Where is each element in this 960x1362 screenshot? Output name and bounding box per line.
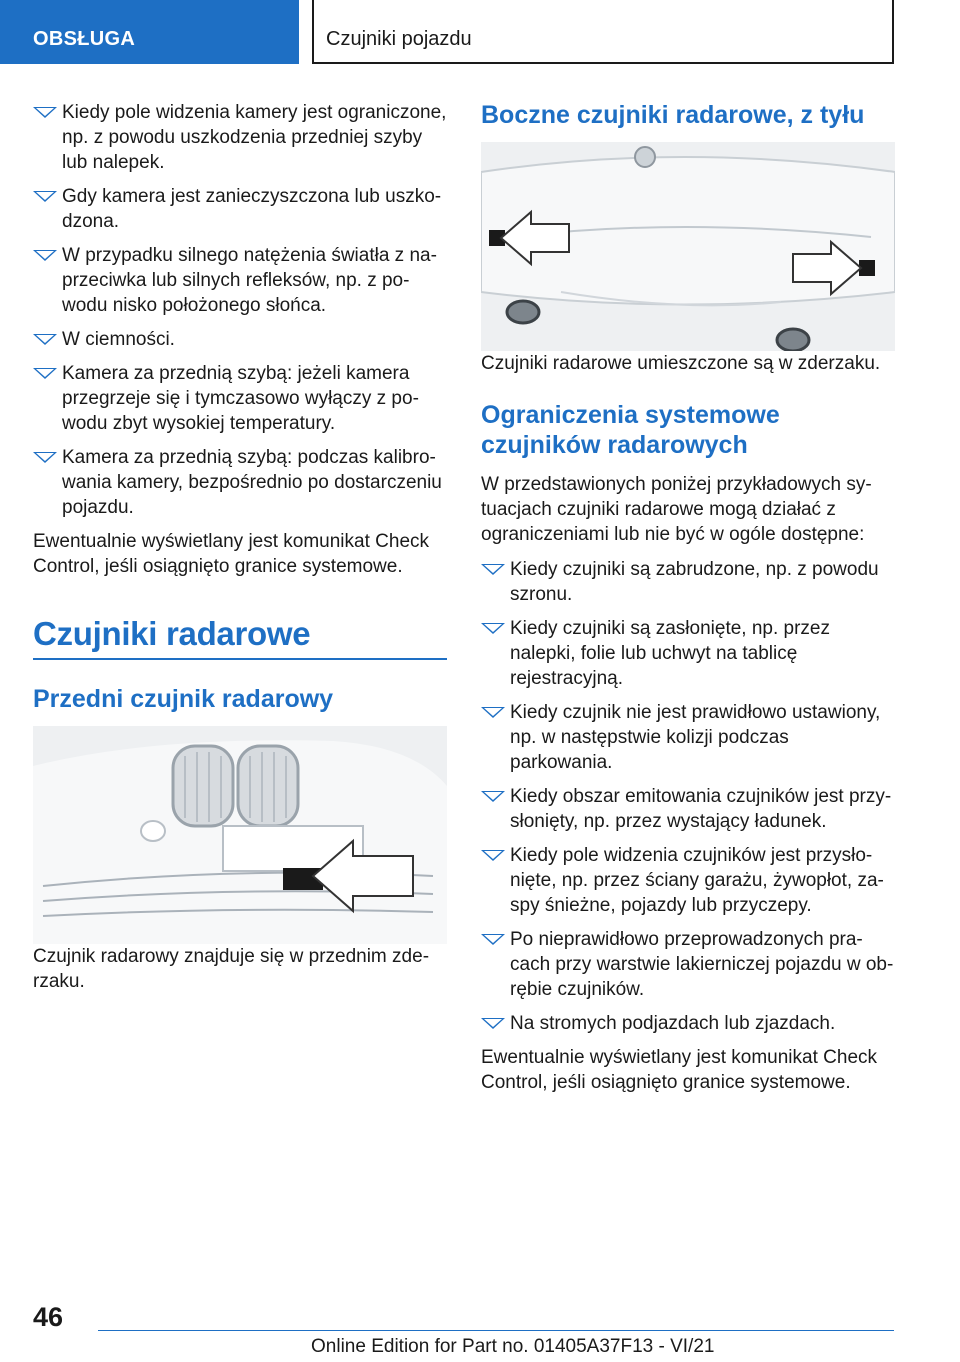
front-bumper-drawing: [33, 726, 447, 944]
triangle-bullet-icon: [33, 334, 57, 345]
list-item: W ciemności.: [33, 327, 447, 352]
check-control-note: Ewentualnie wyświetlany jest komunikat Check Control, jeśli osiągnięto granice systemowe.: [33, 531, 430, 577]
heading-system-limits: Ograniczenia systemowe czujników radarowych: [481, 401, 780, 459]
list-item: Kiedy obszar emitowania czujników jest przysłonięty, np. przez wystający ładunek.: [481, 784, 895, 834]
rear-bumper-drawing: [481, 142, 895, 351]
list-item: W przypadku silnego natężenia światła z naprzeciwka lub silnych refleksów, np. z powodu nisko położonego słońca.: [33, 243, 447, 318]
front-radar-illustration: [33, 726, 447, 944]
triangle-bullet-icon: [33, 191, 57, 202]
triangle-bullet-icon: [33, 452, 57, 463]
list-item: Gdy kamera jest zanieczyszczona lub uszkodzona.: [33, 184, 447, 234]
heading-front-radar: Przedni czujnik radarowy: [33, 685, 334, 713]
list-item: Kiedy pole widzenia czujników jest przysłonięte, np. przez ściany garażu, żywopłot, zaspy śnieżne, pojazdy lub przyczepy.: [481, 843, 895, 918]
triangle-bullet-icon: [33, 368, 57, 379]
list-item: Na stromych podjazdach lub zjazdach.: [481, 1011, 895, 1036]
list-item: Kamera za przednią szybą: podczas kalibrowania kamery, bezpośrednio po dostarczeniu pojazdu.: [33, 445, 447, 520]
triangle-bullet-icon: [481, 623, 505, 634]
section-label: OBSŁUGA: [33, 28, 136, 50]
radar-limitations-list: [481, 557, 895, 1036]
chapter-title-box: [312, 0, 894, 64]
front-radar-caption: Czujnik radarowy znajduje się w przednim zderzaku.: [33, 946, 430, 992]
list-item: Kamera za przednią szybą: jeżeli kamera przegrzeje się i tymczasowo wyłączy z powodu zbyt wysokiej temperatury.: [33, 361, 447, 436]
system-limits-intro: W przedstawionych poniżej przykładowych sytuacjach czujniki radarowe mogą działać z ograniczeniami lub nie być w ogóle dostępne:: [481, 474, 872, 545]
page-number: 46: [33, 1302, 64, 1332]
list-item: Kiedy czujniki są zasłonięte, np. przez nalepki, folie lub uchwyt na tablicę rejestracyjną.: [481, 616, 895, 691]
rear-radar-illustration: [481, 142, 895, 351]
check-control-note-right: Ewentualnie wyświetlany jest komunikat Check Control, jeśli osiągnięto granice systemowe.: [481, 1047, 878, 1093]
right-column: [481, 100, 895, 1105]
camera-limitations-list: [33, 100, 447, 520]
rear-radar-caption: Czujniki radarowe umieszczone są w zderzaku.: [481, 353, 881, 374]
list-item: Kiedy czujniki są zabrudzone, np. z powodu szronu.: [481, 557, 895, 607]
triangle-bullet-icon: [33, 250, 57, 261]
heading-rear-side-radar: Boczne czujniki radarowe, z tyłu: [481, 101, 865, 129]
triangle-bullet-icon: [481, 564, 505, 575]
list-item: Po nieprawidłowo przeprowadzonych pracach przy warstwie lakierniczej pojazdu w obrębie czujników.: [481, 927, 895, 1002]
list-item: Kiedy pole widzenia kamery jest ograniczone, np. z powodu uszkodzenia przedniej szyby lub nalepek.: [33, 100, 447, 175]
section-heading-radar-sensors: Czujniki radarowe: [33, 621, 447, 660]
edition-note: Online Edition for Part no. 01405A37F13 - VI/21: [311, 1336, 715, 1357]
triangle-bullet-icon: [481, 850, 505, 861]
triangle-bullet-icon: [33, 107, 57, 118]
triangle-bullet-icon: [481, 707, 505, 718]
list-item: Kiedy czujnik nie jest prawidłowo ustawiony, np. w następstwie kolizji podczas parkowania.: [481, 700, 895, 775]
triangle-bullet-icon: [481, 1018, 505, 1029]
triangle-bullet-icon: [481, 791, 505, 802]
triangle-bullet-icon: [481, 934, 505, 945]
left-column: [33, 100, 447, 1004]
footer-divider: [98, 1330, 894, 1331]
chapter-title: Czujniki pojazdu: [326, 28, 472, 50]
section-tab: [0, 0, 299, 64]
